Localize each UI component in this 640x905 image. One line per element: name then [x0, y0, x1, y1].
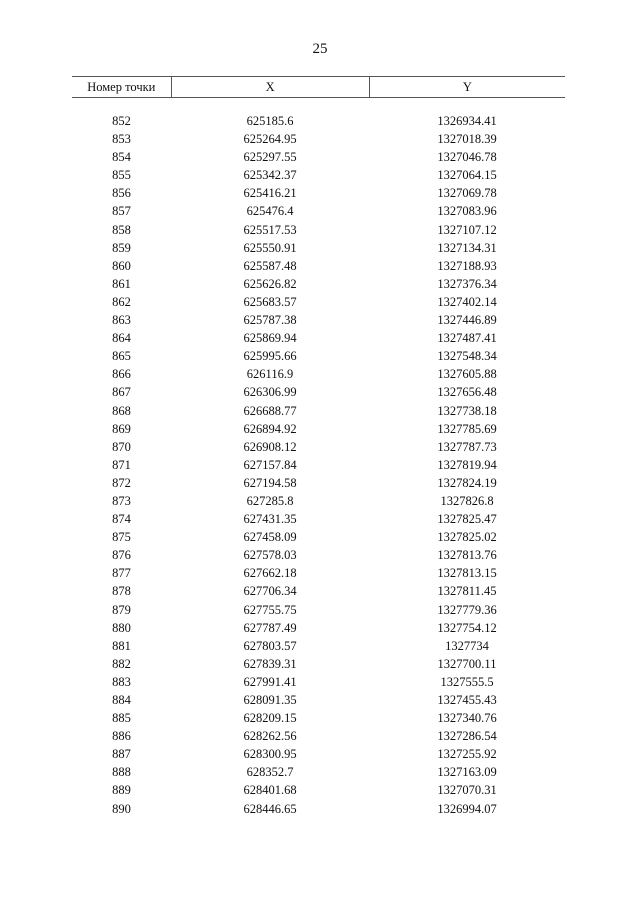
table-row — [72, 763, 565, 781]
table-row — [72, 347, 565, 365]
x-cell: 627991.41 — [243, 674, 297, 689]
y-cell: 1327779.36 — [437, 602, 497, 617]
table-row — [72, 745, 565, 763]
x-cell: 627839.31 — [243, 656, 297, 671]
x-cell: 627458.09 — [243, 530, 297, 545]
table-row — [72, 528, 565, 546]
point-number-cell: 853 — [112, 132, 131, 147]
y-cell: 1327376.34 — [437, 276, 497, 291]
y-cell: 1327605.88 — [437, 367, 497, 382]
y-cell: 1326934.41 — [437, 114, 497, 128]
y-cell: 1327548.34 — [437, 349, 497, 364]
table-row — [72, 546, 565, 564]
y-cell: 1327825.47 — [437, 512, 497, 527]
x-cell: 625787.38 — [243, 313, 297, 328]
point-number-cell: 871 — [112, 457, 131, 472]
point-number-cell: 870 — [112, 439, 131, 454]
point-number-cell: 874 — [112, 512, 131, 527]
point-number-cell: 861 — [112, 276, 131, 291]
table-row — [72, 492, 565, 510]
table-row — [72, 601, 565, 619]
table-row — [72, 727, 565, 745]
y-cell: 1327824.19 — [437, 475, 497, 490]
y-cell: 1327107.12 — [437, 222, 497, 237]
point-number-cell: 876 — [112, 548, 131, 563]
table-row — [72, 582, 565, 600]
table-row — [72, 311, 565, 329]
table-row — [72, 202, 565, 220]
table-row — [72, 781, 565, 799]
point-number-cell: 857 — [112, 204, 131, 219]
x-cell: 628300.95 — [243, 747, 297, 762]
table-row — [72, 275, 565, 293]
point-number-cell: 872 — [112, 475, 131, 490]
point-number-cell: 869 — [112, 421, 131, 436]
point-number-cell: 858 — [112, 222, 131, 237]
y-cell: 1327163.09 — [437, 765, 497, 780]
x-cell: 625342.37 — [243, 168, 297, 183]
x-cell: 628209.15 — [243, 711, 297, 726]
point-number-cell: 884 — [112, 693, 131, 707]
point-number-cell: 865 — [112, 349, 131, 364]
table-row — [72, 239, 565, 257]
x-cell: 625185.6 — [246, 114, 294, 128]
point-number-cell: 873 — [112, 493, 131, 508]
table-row — [72, 184, 565, 202]
y-cell: 1327787.73 — [437, 439, 497, 454]
y-cell: 1327811.45 — [437, 584, 497, 599]
x-cell: 627157.84 — [243, 457, 297, 472]
point-number-cell: 854 — [112, 150, 131, 165]
table-row — [72, 709, 565, 727]
y-cell: 1327826.8 — [440, 493, 494, 508]
point-number-cell: 883 — [112, 674, 131, 689]
table-row — [72, 166, 565, 184]
y-cell: 1327402.14 — [437, 294, 497, 309]
y-cell: 1327286.54 — [437, 729, 497, 744]
table-row — [72, 637, 565, 655]
y-cell: 1327785.69 — [437, 421, 497, 436]
point-number-cell: 855 — [112, 168, 131, 183]
point-number-cell: 859 — [112, 240, 131, 255]
table-row — [72, 474, 565, 492]
point-number-cell: 885 — [112, 711, 131, 726]
x-cell: 626894.92 — [243, 421, 297, 436]
x-cell: 625550.91 — [243, 240, 297, 255]
table-row — [72, 257, 565, 275]
header-x: X — [171, 77, 369, 97]
y-cell: 1327813.76 — [437, 548, 497, 563]
table-row — [72, 655, 565, 673]
coordinates-table — [72, 76, 565, 818]
x-cell: 625587.48 — [243, 258, 297, 273]
table-row — [72, 510, 565, 528]
x-cell: 625476.4 — [246, 204, 294, 219]
table-row — [72, 293, 565, 311]
y-cell: 1327134.31 — [437, 240, 497, 255]
table-row — [72, 112, 565, 130]
y-cell: 1327700.11 — [437, 656, 497, 671]
point-number-cell: 888 — [112, 765, 131, 780]
table-row — [72, 691, 565, 709]
x-cell: 627285.8 — [246, 493, 294, 508]
table-row — [72, 148, 565, 166]
point-number-cell: 866 — [112, 367, 131, 382]
x-cell: 625869.94 — [243, 331, 297, 346]
x-cell: 627706.34 — [243, 584, 297, 599]
point-number-cell: 880 — [112, 620, 131, 635]
x-cell: 626688.77 — [243, 403, 297, 418]
y-cell: 1327070.31 — [437, 783, 497, 798]
point-number-cell: 886 — [112, 729, 131, 744]
y-cell: 1327555.5 — [440, 674, 494, 689]
point-number-cell: 887 — [112, 747, 131, 762]
table-row — [72, 420, 565, 438]
header-point-number: Номер точки — [87, 80, 156, 94]
page-number: 25 — [312, 41, 328, 57]
table-row — [72, 673, 565, 691]
point-number-cell: 878 — [112, 584, 131, 599]
x-cell: 628352.7 — [246, 765, 294, 780]
x-cell: 627787.49 — [243, 620, 297, 635]
x-cell: 627578.03 — [243, 548, 297, 563]
header-y: Y — [369, 77, 565, 97]
table-row — [72, 329, 565, 347]
y-cell: 1327734 — [445, 638, 489, 653]
y-cell: 1327255.92 — [437, 747, 497, 762]
x-cell: 625626.82 — [243, 276, 297, 291]
y-cell: 1327069.78 — [437, 186, 497, 201]
x-cell: 625517.53 — [243, 222, 297, 237]
point-number-cell: 875 — [112, 530, 131, 545]
table-row — [72, 383, 565, 401]
y-cell: 1327188.93 — [437, 258, 497, 273]
y-cell: 1326994.07 — [437, 801, 497, 816]
x-cell: 628091.35 — [243, 693, 297, 707]
y-cell: 1327340.76 — [437, 711, 497, 726]
y-cell: 1327819.94 — [437, 457, 497, 472]
y-cell: 1327738.18 — [437, 403, 497, 418]
table-row — [72, 438, 565, 456]
table-row — [72, 456, 565, 474]
y-cell: 1327656.48 — [437, 385, 497, 400]
table-row — [72, 619, 565, 637]
x-cell: 626306.99 — [243, 385, 297, 400]
y-cell: 1327064.15 — [437, 168, 497, 183]
point-number-cell: 889 — [112, 783, 131, 798]
y-cell: 1327018.39 — [437, 132, 497, 147]
y-cell: 1327046.78 — [437, 150, 497, 165]
table-row — [72, 564, 565, 582]
y-cell: 1327455.43 — [437, 693, 497, 707]
y-cell: 1327813.15 — [437, 566, 497, 581]
x-cell: 627662.18 — [243, 566, 297, 581]
point-number-cell: 881 — [112, 638, 131, 653]
table-row — [72, 800, 565, 818]
point-number-cell: 852 — [112, 114, 131, 128]
y-cell: 1327446.89 — [437, 313, 497, 328]
point-number-cell: 864 — [112, 331, 131, 346]
x-cell: 628401.68 — [243, 783, 297, 798]
y-cell: 1327083.96 — [437, 204, 497, 219]
y-cell: 1327754.12 — [437, 620, 497, 635]
point-number-cell: 877 — [112, 566, 131, 581]
point-number-cell: 863 — [112, 313, 131, 328]
x-cell: 627755.75 — [243, 602, 297, 617]
x-cell: 627431.35 — [243, 512, 297, 527]
table-row — [72, 221, 565, 239]
x-cell: 627803.57 — [243, 638, 297, 653]
point-number-cell: 868 — [112, 403, 131, 418]
x-cell: 625995.66 — [243, 349, 297, 364]
y-cell: 1327825.02 — [437, 530, 497, 545]
x-cell: 628262.56 — [243, 729, 297, 744]
table-row — [72, 402, 565, 420]
x-cell: 627194.58 — [243, 475, 297, 490]
x-cell: 625416.21 — [243, 186, 297, 201]
x-cell: 625683.57 — [243, 294, 297, 309]
x-cell: 628446.65 — [243, 801, 297, 816]
point-number-cell: 890 — [112, 801, 131, 816]
point-number-cell: 862 — [112, 294, 131, 309]
table-body — [72, 112, 565, 818]
point-number-cell: 867 — [112, 385, 131, 400]
x-cell: 625297.55 — [243, 150, 297, 165]
point-number-cell: 860 — [112, 258, 131, 273]
point-number-cell: 856 — [112, 186, 131, 201]
x-cell: 626908.12 — [243, 439, 297, 454]
table-row — [72, 130, 565, 148]
y-cell: 1327487.41 — [437, 331, 497, 346]
x-cell: 625264.95 — [243, 132, 297, 147]
x-cell: 626116.9 — [246, 367, 294, 382]
point-number-cell: 882 — [112, 656, 131, 671]
table-header — [72, 76, 565, 98]
table-row — [72, 365, 565, 383]
point-number-cell: 879 — [112, 602, 131, 617]
